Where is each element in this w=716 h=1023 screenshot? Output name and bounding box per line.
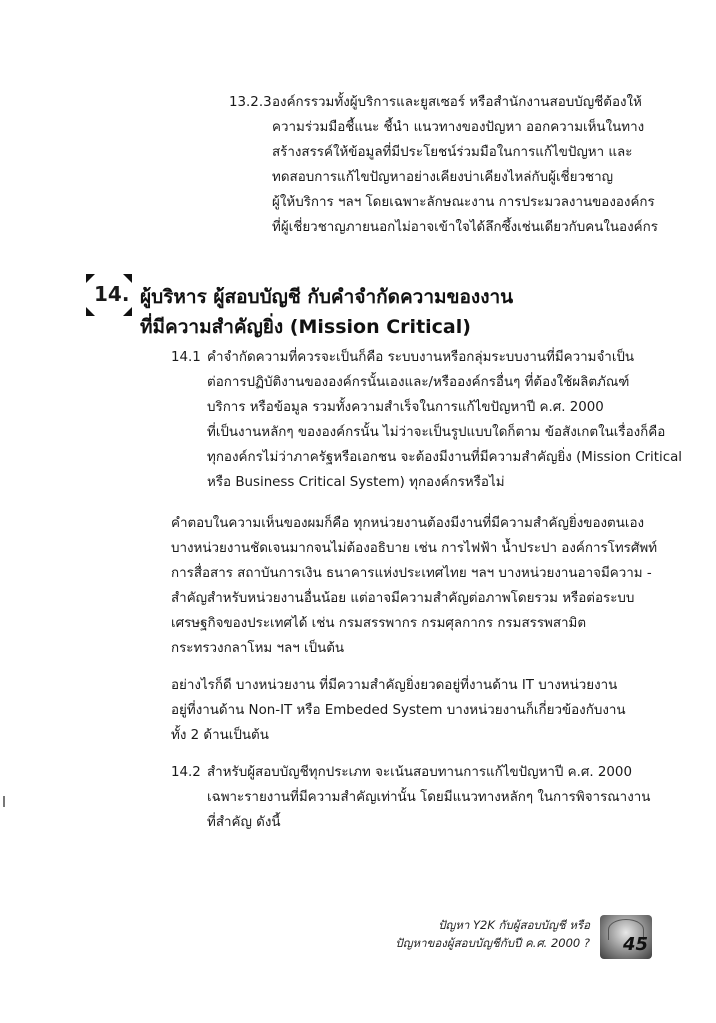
text-line: สำคัญสำหรับหน่วยงานอื่นน้อย แต่อาจมีความสำคัญต่อภาพโดยรวม หรือต่อระบบ (171, 591, 635, 606)
corner-mark-icon (123, 307, 132, 316)
text-line: สร้างสรรค์ให้ข้อมูลที่มีประโยชน์ร่วมมือในการแก้ไขปัญหา และ (272, 145, 633, 160)
text-line: ต่อการปฏิบัติงานขององค์กรนั้นเองและ/หรือองค์กรอื่นๆ ที่ต้องใช้ผลิตภัณฑ์ (207, 375, 630, 390)
section-heading-line-1: ผู้บริหาร ผู้สอบบัญชี กับคำจำกัดความของงาน (140, 286, 514, 308)
text-line: ทดสอบการแก้ไขปัญหาอย่างเคียงบ่าเคียงไหล่กับผู้เชี่ยวชาญ (272, 170, 614, 185)
running-footer (395, 916, 590, 952)
text-line: ผู้ให้บริการ ฯลฯ โดยเฉพาะลักษณะงาน การประมวลงานขององค์กร (272, 195, 655, 210)
section-13-2-3-text (272, 90, 676, 240)
section-14-2-text (207, 760, 653, 835)
text-line: เศรษฐกิจของประเทศได้ เช่น กรมสรรพากร กรมศุลกากร กรมสรรพสามิต (171, 616, 587, 631)
page-number: 45 (622, 934, 648, 955)
text-line: ทุกองค์กรไม่ว่าภาครัฐหรือเอกชน จะต้องมีงานที่มีความสำคัญยิ่ง (Mission Critical (207, 450, 683, 465)
text-line: บริการ หรือข้อมูล รวมทั้งความสำเร็จในการแก้ไขปัญหาปี ค.ศ. 2000 (207, 400, 604, 415)
section-number-14-1: 14.1 (171, 350, 201, 365)
answer-paragraph (171, 511, 658, 661)
section-number-14-2: 14.2 (171, 765, 201, 780)
text-line: ความร่วมมือชี้แนะ ชี้นำ แนวทางของปัญหา ออกความเห็นในทาง (272, 120, 645, 135)
heading-number: 14. (94, 282, 130, 306)
section-14-1-text (207, 345, 683, 495)
page-number-badge (600, 915, 652, 959)
corner-mark-icon (86, 307, 95, 316)
it-paragraph (171, 673, 653, 748)
text-line: เฉพาะรายงานที่มีความสำคัญเท่านั้น โดยมีแนวทางหลักๆ ในการพิจารณางาน (207, 790, 651, 805)
text-line: ทั้ง 2 ด้านเป็นต้น (171, 728, 269, 743)
text-line: คำจำกัดความที่ควรจะเป็นก็คือ ระบบงานหรือกลุ่มระบบงานที่มีความจำเป็น (207, 350, 635, 365)
text-line: องค์กรรวมทั้งผู้บริการและยูสเซอร์ หรือสำนักงานสอบบัญชีต้องให้ (272, 95, 642, 110)
text-line: การสื่อสาร สถาบันการเงิน ธนาคารแห่งประเทศไทย ฯลฯ บางหน่วยงานอาจมีความ - (171, 566, 652, 581)
text-line: ที่สำคัญ ดังนี้ (207, 815, 281, 830)
footer-line-1: ปัญหา Y2K กับผู้สอบบัญชี หรือ (438, 918, 590, 932)
text-line: สำหรับผู้สอบบัญชีทุกประเภท จะเน้นสอบทานการแก้ไขปัญหาปี ค.ศ. 2000 (207, 765, 632, 780)
text-line: ที่เป็นงานหลักๆ ขององค์กรนั้น ไม่ว่าจะเป็นรูปแบบใดก็ตาม ข้อสังเกตในเรื่องก็คือ (207, 425, 666, 440)
heading-number-box (86, 274, 132, 316)
margin-mark (3, 796, 5, 807)
section-heading-line-2: ที่มีความสำคัญยิ่ง (Mission Critical) (140, 316, 471, 338)
footer-line-2: ปัญหาของผู้สอบบัญชีกับปี ค.ศ. 2000 ? (395, 936, 590, 950)
text-line: กระทรวงกลาโหม ฯลฯ เป็นต้น (171, 641, 345, 656)
text-line: บางหน่วยงานชัดเจนมากจนไม่ต้องอธิบาย เช่น การไฟฟ้า น้ำประปา องค์การโทรศัพท์ (171, 541, 658, 556)
text-line: คำตอบในความเห็นของผมก็คือ ทุกหน่วยงานต้องมีงานที่มีความสำคัญยิ่งของตนเอง (171, 516, 645, 531)
section-number-13-2-3: 13.2.3 (229, 95, 272, 110)
text-line: หรือ Business Critical System) ทุกองค์กรหรือไม่ (207, 475, 505, 490)
text-line: อยู่ที่งานด้าน Non-IT หรือ Embeded System บางหน่วยงานก็เกี่ยวข้องกับงาน (171, 703, 626, 718)
text-line: อย่างไรก็ดี บางหน่วยงาน ที่มีความสำคัญยิ่งยวดอยู่ที่งานด้าน IT บางหน่วยงาน (171, 678, 618, 693)
text-line: ที่ผู้เชี่ยวชาญภายนอกไม่อาจเข้าใจได้ลึกซึ้งเช่นเดียวกับคนในองค์กร (272, 220, 658, 235)
